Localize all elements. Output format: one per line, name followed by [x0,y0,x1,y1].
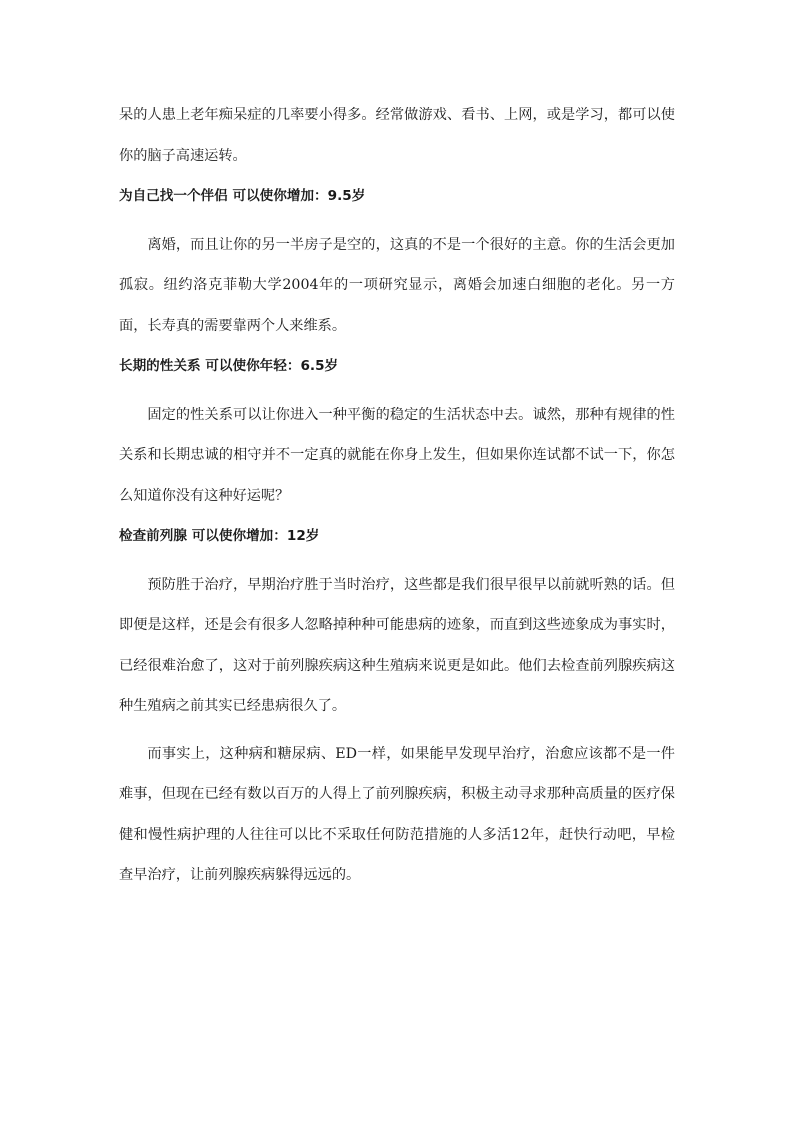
section-heading-partner: 为自己找一个伴侣 可以使你增加：9.5岁 [119,188,366,204]
spacer [119,557,675,565]
section-paragraph-prostate-2: 而事实上，这种病和糖尿病、ED一样，如果能早发现早治疗，治愈应该都不是一件难事，但现在已经有数以百万的人得上了前列腺疾病，积极主动寻求那种高质量的医疗保健和慢性病护理的人往往可以比不采取任何防范措施的人多活12年，赶快行动吧，早检查早治疗，让前列腺疾病躲得远远的。 [119,745,675,883]
spacer [119,217,675,225]
spacer [119,387,675,395]
spacer [119,727,675,734]
section-paragraph-partner: 离婚，而且让你的另一半房子是空的，这真的不是一个很好的主意。你的生活会更加孤寂。纽约洛克菲勒大学2004年的一项研究显示，离婚会加速白细胞的老化。另一方面，长寿真的需要靠两个人来维系。 [119,236,675,334]
intro-paragraph: 呆的人患上老年痴呆症的几率要小得多。经常做游戏、看书、上网，或是学习，都可以使你的脑子高速运转。 [119,107,675,164]
section-heading-relationship: 长期的性关系 可以使你年轻：6.5岁 [119,358,339,374]
section-heading-prostate: 检查前列腺 可以使你增加：12岁 [119,528,320,544]
document-page [119,95,675,896]
section-paragraph-relationship: 固定的性关系可以让你进入一种平衡的稳定的生活状态中去。诚然，那种有规律的性关系和长期忠诚的相守并不一定真的就能在你身上发生，但如果你连试都不试一下，你怎么知道你没有这种好运呢？ [119,406,675,504]
section-paragraph-prostate-1: 预防胜于治疗，早期治疗胜于当时治疗，这些都是我们很早很早以前就听熟的话。但即便是这样，还是会有很多人忽略掉种种可能患病的迹象，而直到这些迹象成为事实时，已经很难治愈了，这对于前列腺疾病这种生殖病来说更是如此。他们去检查前列腺疾病这种生殖病之前其实已经患病很久了。 [119,576,675,714]
